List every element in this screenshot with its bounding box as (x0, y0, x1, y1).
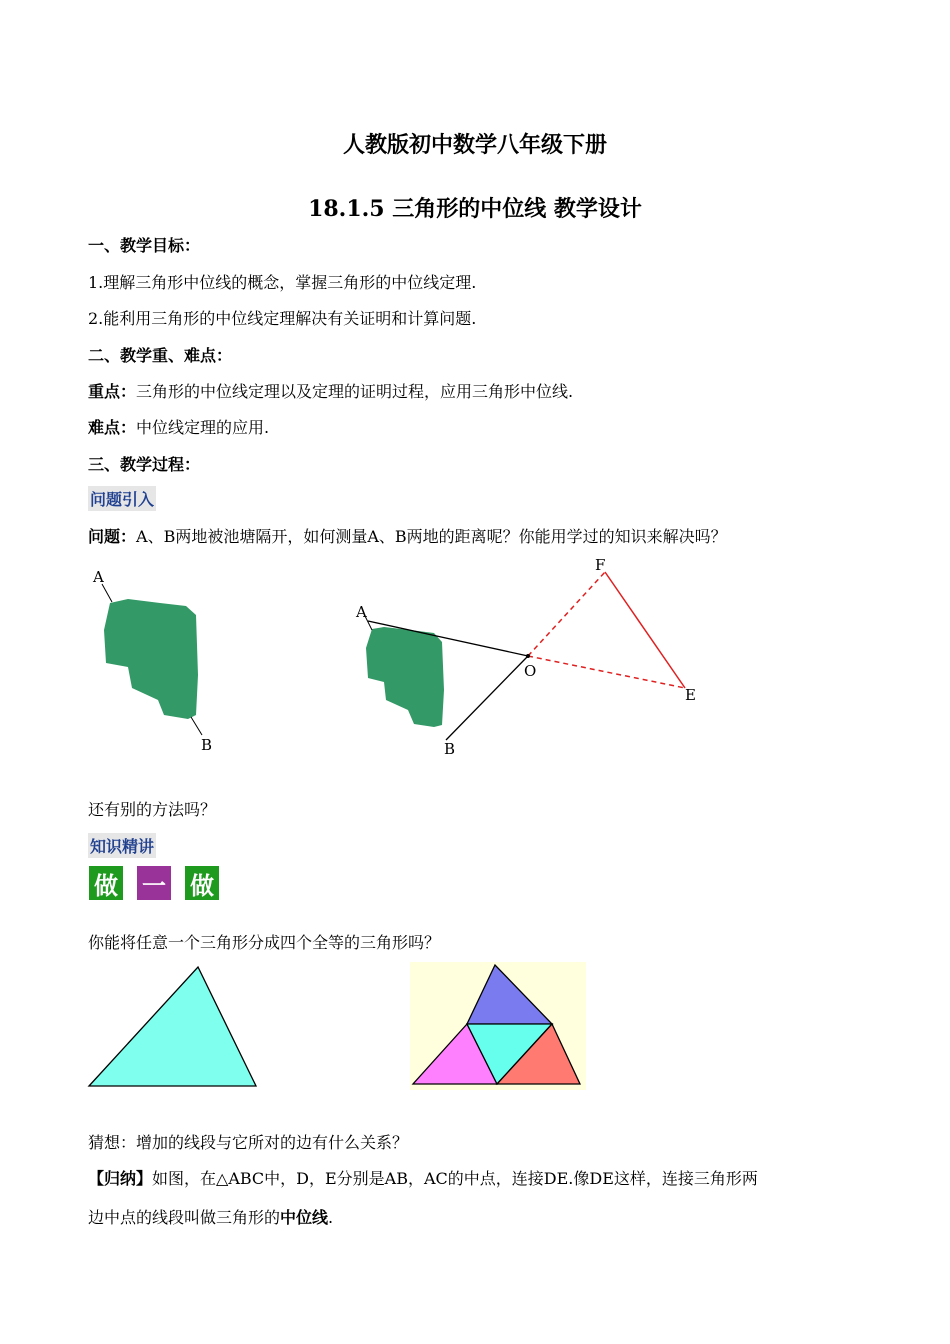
goals-heading: 一、教学目标： (88, 236, 201, 255)
do-box-2: 一 (137, 866, 171, 900)
doc-subtitle: 18.1.5 三角形的中位线 教学设计 (308, 196, 642, 222)
doc-title: 人教版初中数学八年级下册 (342, 132, 607, 158)
summary-line-2 (88, 1205, 333, 1228)
goal-item-2: 2.能利用三角形的中位线定理解决有关证明和计算问题. (88, 309, 477, 328)
pond-right-label-b: B (444, 740, 456, 758)
question-text: A、B两地被池塘隔开，如何测量A、B两地的距离呢？你能用学过的知识来解决吗？ (136, 527, 727, 546)
do-box-3: 做 (185, 866, 219, 900)
pond-right-label-o: O (524, 662, 537, 680)
difficulty-point (88, 415, 269, 438)
key-text: 三角形的中位线定理以及定理的证明过程，应用三角形中位线. (136, 382, 574, 401)
pond-right-label-a: A (356, 603, 367, 621)
divide-question: 你能将任意一个三角形分成四个全等的三角形吗？ (88, 933, 441, 952)
pond-figure-left (88, 560, 228, 760)
knowledge-tag: 知识精讲 (88, 833, 156, 858)
pond-figure-right (350, 550, 710, 760)
key-label: 重点： (88, 382, 137, 401)
do-box-1: 做 (89, 866, 123, 900)
pond-shape (104, 599, 198, 719)
process-heading: 三、教学过程： (88, 455, 201, 474)
difficulty-text: 中位线定理的应用. (136, 418, 270, 437)
pond-left-label-b: B (201, 736, 213, 754)
pond-left-label-a: A (93, 568, 104, 586)
summary-end: . (328, 1208, 334, 1227)
divided-triangle-figure (410, 962, 586, 1090)
median-line-term: 中位线 (280, 1208, 329, 1227)
summary-line-1 (88, 1166, 758, 1189)
intro-tag: 问题引入 (88, 486, 156, 511)
summary-label: 【归纳】 (88, 1169, 153, 1188)
other-method: 还有别的方法吗？ (88, 800, 217, 819)
cyan-triangle (89, 967, 256, 1086)
guess: 猜想：增加的线段与它所对的边有什么关系？ (88, 1133, 409, 1152)
pond-right-label-f: F (595, 556, 606, 574)
summary-text-2: 边中点的线段叫做三角形的 (88, 1208, 281, 1227)
key-point (88, 379, 573, 402)
goal-item-1: 1.理解三角形中位线的概念，掌握三角形的中位线定理. (88, 273, 477, 292)
difficulty-label: 难点： (88, 418, 137, 437)
summary-text-1: 如图，在△ABC中，D，E分别是AB，AC的中点，连接DE.像DE这样，连接三角形两 (152, 1169, 758, 1188)
pond-right-label-e: E (685, 686, 696, 704)
question-label: 问题： (88, 527, 137, 546)
pond-shape-2 (366, 627, 444, 727)
keypoints-heading: 二、教学重、难点： (88, 346, 233, 365)
cyan-triangle-figure (86, 963, 261, 1091)
question (88, 524, 727, 547)
